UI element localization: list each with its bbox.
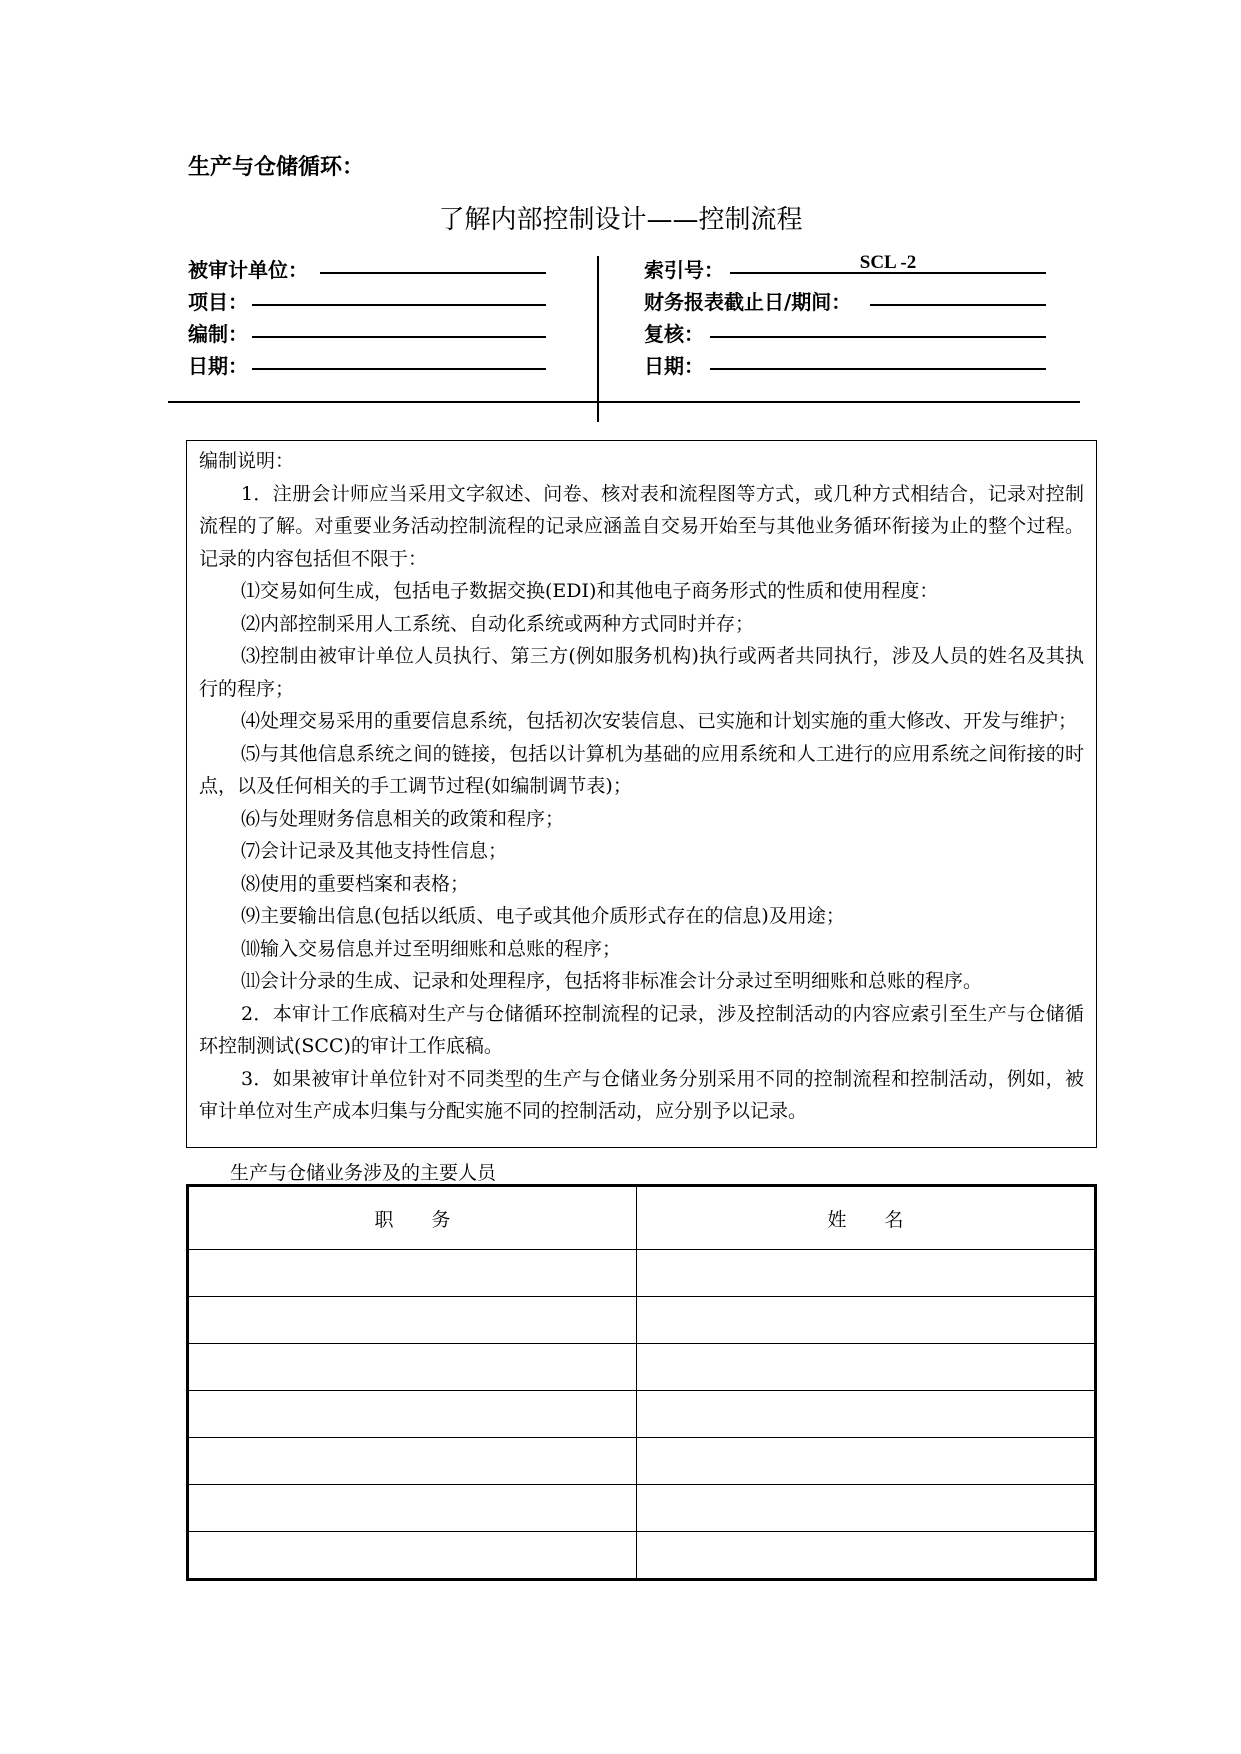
date-right-label: 日期： — [644, 354, 704, 378]
note-item: ⑸与其他信息系统之间的链接，包括以计算机为基础的应用系统和人工进行的应用系统之间衔接的时点，以及任何相关的手工调节过程(如编制调节表)； — [199, 742, 1084, 797]
note-paragraph: 3．如果被审计单位针对不同类型的生产与仓储业务分别采用不同的控制流程和控制活动，例如，被审计单位对生产成本归集与分配实施不同的控制活动，应分别予以记录。 — [199, 1067, 1084, 1122]
period-field[interactable] — [870, 304, 1046, 306]
note-item: ⑷处理交易采用的重要信息系统，包括初次安装信息、已实施和计划实施的重大修改、开发与维护； — [241, 710, 1078, 732]
position-cell[interactable] — [188, 1344, 637, 1391]
table-row — [188, 1250, 1096, 1297]
position-cell[interactable] — [188, 1485, 637, 1532]
date-left-label: 日期： — [188, 354, 248, 378]
table-row — [188, 1297, 1096, 1344]
index-number-label: 索引号： — [644, 258, 724, 282]
name-cell[interactable] — [637, 1250, 1096, 1297]
position-cell[interactable] — [188, 1250, 637, 1297]
note-item: ⑽输入交易信息并过至明细账和总账的程序； — [241, 937, 622, 960]
index-number-value: SCL -2 — [859, 252, 917, 273]
note-paragraph: 1．注册会计师应当采用文字叙述、问卷、核对表和流程图等方式，或几种方式相结合，记录对控制流程的了解。对重要业务活动控制流程的记录应涵盖自交易开始至与其他业务循环衔接为止的整个过程。记录的内容包括但不限于： — [199, 482, 1084, 570]
prepared-by-label: 编制： — [188, 322, 248, 346]
note-item: ⑾会计分录的生成、记录和处理程序，包括将非标准会计分录过至明细账和总账的程序。 — [241, 970, 983, 992]
name-cell[interactable] — [637, 1438, 1096, 1485]
note-item: ⑼主要输出信息(包括以纸质、电子或其他介质形式存在的信息)及用途； — [241, 905, 845, 927]
section-title: 生产与仓储循环： — [188, 155, 365, 180]
note-item: ⑻使用的重要档案和表格； — [241, 872, 470, 895]
header-divider-horizontal — [168, 401, 1080, 403]
reviewer-label: 复核： — [644, 322, 704, 346]
position-cell[interactable] — [188, 1438, 637, 1485]
column-header-name: 姓 名 — [637, 1186, 1096, 1250]
people-table-title: 生产与仓储业务涉及的主要人员 — [230, 1162, 497, 1184]
table-row — [188, 1485, 1096, 1532]
note-paragraph: 2．本审计工作底稿对生产与仓储循环控制流程的记录，涉及控制活动的内容应索引至生产与仓储循环控制测试(SCC)的审计工作底稿。 — [199, 1002, 1084, 1057]
audited-entity-label: 被审计单位： — [188, 258, 308, 282]
note-item: ⑴交易如何生成，包括电子数据交换(EDI)和其他电子商务形式的性质和使用程度： — [241, 580, 939, 602]
project-field[interactable] — [252, 304, 546, 306]
note-item: ⑶控制由被审计单位人员执行、第三方(例如服务机构)执行或两者共同执行，涉及人员的姓名及其执行的程序； — [199, 645, 1084, 700]
preparation-notes — [186, 440, 1097, 1148]
name-cell[interactable] — [637, 1391, 1096, 1438]
notes-heading: 编制说明： — [199, 450, 295, 472]
project-label: 项目： — [188, 290, 248, 314]
column-header-position: 职 务 — [188, 1186, 637, 1250]
table-row — [188, 1391, 1096, 1438]
table-row — [188, 1344, 1096, 1391]
date-left-field[interactable] — [252, 368, 546, 370]
note-item: ⑹与处理财务信息相关的政策和程序； — [241, 807, 565, 830]
table-row — [188, 1438, 1096, 1485]
note-item: ⑵内部控制采用人工系统、自动化系统或两种方式同时并存； — [241, 612, 755, 635]
note-item: ⑺会计记录及其他支持性信息； — [241, 840, 508, 862]
name-cell[interactable] — [637, 1485, 1096, 1532]
document-title: 了解内部控制设计——控制流程 — [438, 205, 803, 235]
key-personnel-table — [186, 1184, 1097, 1581]
prepared-by-field[interactable] — [252, 336, 546, 338]
table-row — [188, 1532, 1096, 1580]
reviewer-field[interactable] — [710, 336, 1046, 338]
date-right-field[interactable] — [710, 368, 1046, 370]
name-cell[interactable] — [637, 1532, 1096, 1580]
name-cell[interactable] — [637, 1344, 1096, 1391]
position-cell[interactable] — [188, 1297, 637, 1344]
period-label: 财务报表截止日/期间： — [644, 290, 852, 314]
position-cell[interactable] — [188, 1532, 637, 1580]
audited-entity-field[interactable] — [320, 272, 546, 274]
name-cell[interactable] — [637, 1297, 1096, 1344]
header-divider-vertical — [597, 256, 599, 422]
position-cell[interactable] — [188, 1391, 637, 1438]
table-header-row — [188, 1186, 1096, 1250]
